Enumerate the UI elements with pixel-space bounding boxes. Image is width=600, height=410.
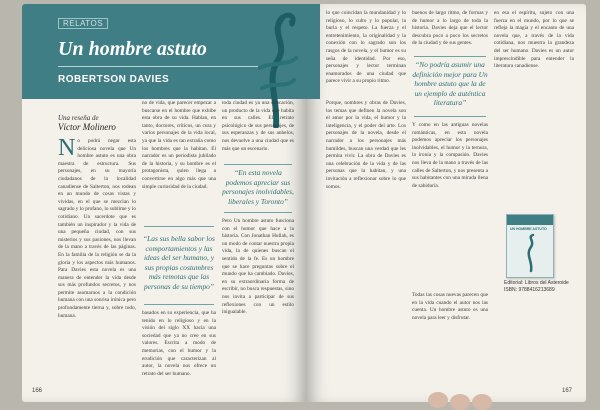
reviewer-name: Víctor Molinero (58, 122, 116, 132)
right-column-6 (412, 292, 488, 324)
review-label: Una reseña de (58, 114, 99, 122)
publisher-line: Editorial: Libros del Asteroide (504, 280, 569, 286)
column-text: o podrá negar esta deliciosa novela que Un hombre astuto es una obra maestra de estructura. Sus personajes, en su mayoría ciudadanos de la localidad canadiense de Salterton, nos rodean en un mundo de cosas vistas y vividas, en el que se mezclan lo sagrado y lo profano, lo sublime y lo cotidiano. Un sacerdote que es también un inspirador y la vida de una pequeña ciudad, con sus misterios y sus pasiones, nos llevan de la mano a través de las páginas. En la familia de la religión se da la gloria y los aspectos más humanos. Para Davies esta novela es una manera de entender la vida desde sus más profundos secretos, y nos permite asomarnos a la condición humana con una sonrisa irónica pero profundamente tierna y, sobre todo, humana. (58, 138, 136, 319)
book-cover-band (507, 215, 553, 225)
left-column-3 (142, 310, 216, 380)
column-text: Todas las cosas nuevas parecen que en la vida cuando el autor nos las cuenta. Un hombre astuto es una novela para leer y disfrutar. (412, 292, 488, 321)
book-author: ROBERTSON DAVIES (58, 74, 170, 85)
right-column-4 (412, 122, 488, 192)
quote-rule-top (224, 164, 292, 165)
article-title: Un hombre astuto (58, 38, 207, 60)
left-column-1 (58, 135, 136, 320)
left-page (22, 4, 306, 402)
pull-quote: “Las sus bella sabor los comportamientos y las ideas del ser humano, y sus propias costumbres más remotas que las personas de su tiempo” (143, 234, 215, 291)
column-text: buenos de largo ritmo, de formas y de humor a lo largo de toda la historia. Davies deja que el lector descubra poco a poco los secretos de la ciudad y de sus gentes. (412, 10, 488, 47)
book-info-caption (504, 280, 569, 294)
right-column-1 (326, 10, 406, 88)
book-cover-title: UN HOMBRE ASTUTO (510, 227, 547, 231)
pull-quote: “No podría asumir una definición mejor para Un hombre astuto que la de un ejemplo de auténtica literatura” (412, 60, 488, 107)
right-column-5 (494, 10, 574, 73)
finger (472, 394, 492, 410)
quote-rule-bottom (414, 116, 486, 117)
column-text: Pero Un hombre astuto funciona con el humor que hace a la historia. Con Jonathan Hullah, es un modo de contar nuestra propia vida, la de quienes buscan el sentido de la fe. Es un hombre que se hace preguntas sobre el mundo que ha cambiado. Davies, en su extraordinaria forma de escribir, no busca respuestas, sino nos invita a participar de sus reflexiones con un estilo inigualable. (222, 218, 294, 316)
title-band-edge (306, 4, 320, 99)
column-text: toda ciudad es ya una evocación, un producto de la vida que habita en sus calles. El retrato psicológico de sus personajes, de sus esperanzas y de sus anhelos, nos devuelve a una ciudad que es más que un escenario. (222, 100, 294, 152)
snake-cover-icon (521, 233, 541, 273)
column-text: en esa el espíritu, sujeto con una fuerza en el mundo, por lo que se refleja la magia y el encanto de una novela que, a través de la vida cotidiana, nos muestra la grandeza del ser humano. Davies es un autor imprescindible para entender la literatura canadiense. (494, 10, 574, 70)
right-column-2 (326, 100, 406, 193)
left-column-2 (142, 100, 216, 193)
left-column-5 (222, 218, 294, 319)
column-text: no de vida, que parecer empezar a buscarse en el hombre que exhibe esta obra de su vida. Hablan, en tanto, doctores, críticos, un cura y varios personajes de la vida local, ya que la vida es tan extraña como los hombres que la habitan. El narrador es un periodista jubilado de la historia, y su hombre es el protagonista, quien llega a convertirse en algo más que una simple curiosidad de la ciudad. (142, 100, 216, 190)
quote-rule-bottom (144, 304, 214, 305)
quote-rule-top (414, 56, 486, 57)
book-cover (506, 214, 554, 278)
title-rule (58, 66, 258, 67)
quote-rule-top (144, 226, 214, 227)
section-tag: RELATOS (58, 18, 108, 29)
isbn-line: ISBN: 9788416213689 (504, 287, 555, 293)
right-column-3 (412, 10, 488, 50)
pull-quote-2: “En esta novela podemos apreciar sus personajes inolvidables, liberales y Toronto” (222, 168, 294, 206)
left-column-4 (222, 100, 294, 155)
column-text: basados en su experiencia, que ha tenido en lo religioso y en la visión del siglo XX hacia una sociedad que ya no cree en sus valores. Escrita a modo de memorias, con el humor y la erudición que caracterizan al autor, la novela nos ofrece un retrato del ser humano. (142, 310, 216, 377)
quote-rule-bottom (224, 212, 292, 213)
review-credit (58, 114, 138, 132)
drop-cap: N (58, 135, 76, 161)
column-text: Y como en las antiguas novelas románticas, en esta novela podemos apreciar los personajes inolvidables, el humor y la ternura, la ironía y la compasión. Davies nos lleva de la mano a través de las calles de Salterton, y nos presenta a sus habitantes con una mirada llena de sabiduría. (412, 122, 488, 189)
finger (450, 394, 470, 410)
page-number: 167 (562, 388, 573, 394)
page-number: 166 (32, 388, 43, 394)
column-text: lo que coincidan la mundanidad y lo religioso, lo culto y lo popular, la burla y el respeto. La fuerza y el entretenimiento, la originalidad y la conexión con lo sagrado son los rasgos de la novela, y el humor es su seña de identidad. Por eso, personajes y lector terminan enamorados de una ciudad que parece vivir a su propio ritmo. (326, 10, 406, 85)
column-text: Porque, nombres y obras de Davies, los temas que definen la novela son el amor por la vida, el humor y la inteligencia, y el poder del arte. Los personajes de la novela, desde el narrador a los personajes más humildes, buscan una verdad que les permita vivir. La obra de Davies es una celebración de la vida y de las personas que la habitan, y una invitación a reflexionar sobre lo que somos. (326, 100, 406, 190)
magazine-spread (22, 4, 586, 402)
right-page (306, 4, 586, 402)
